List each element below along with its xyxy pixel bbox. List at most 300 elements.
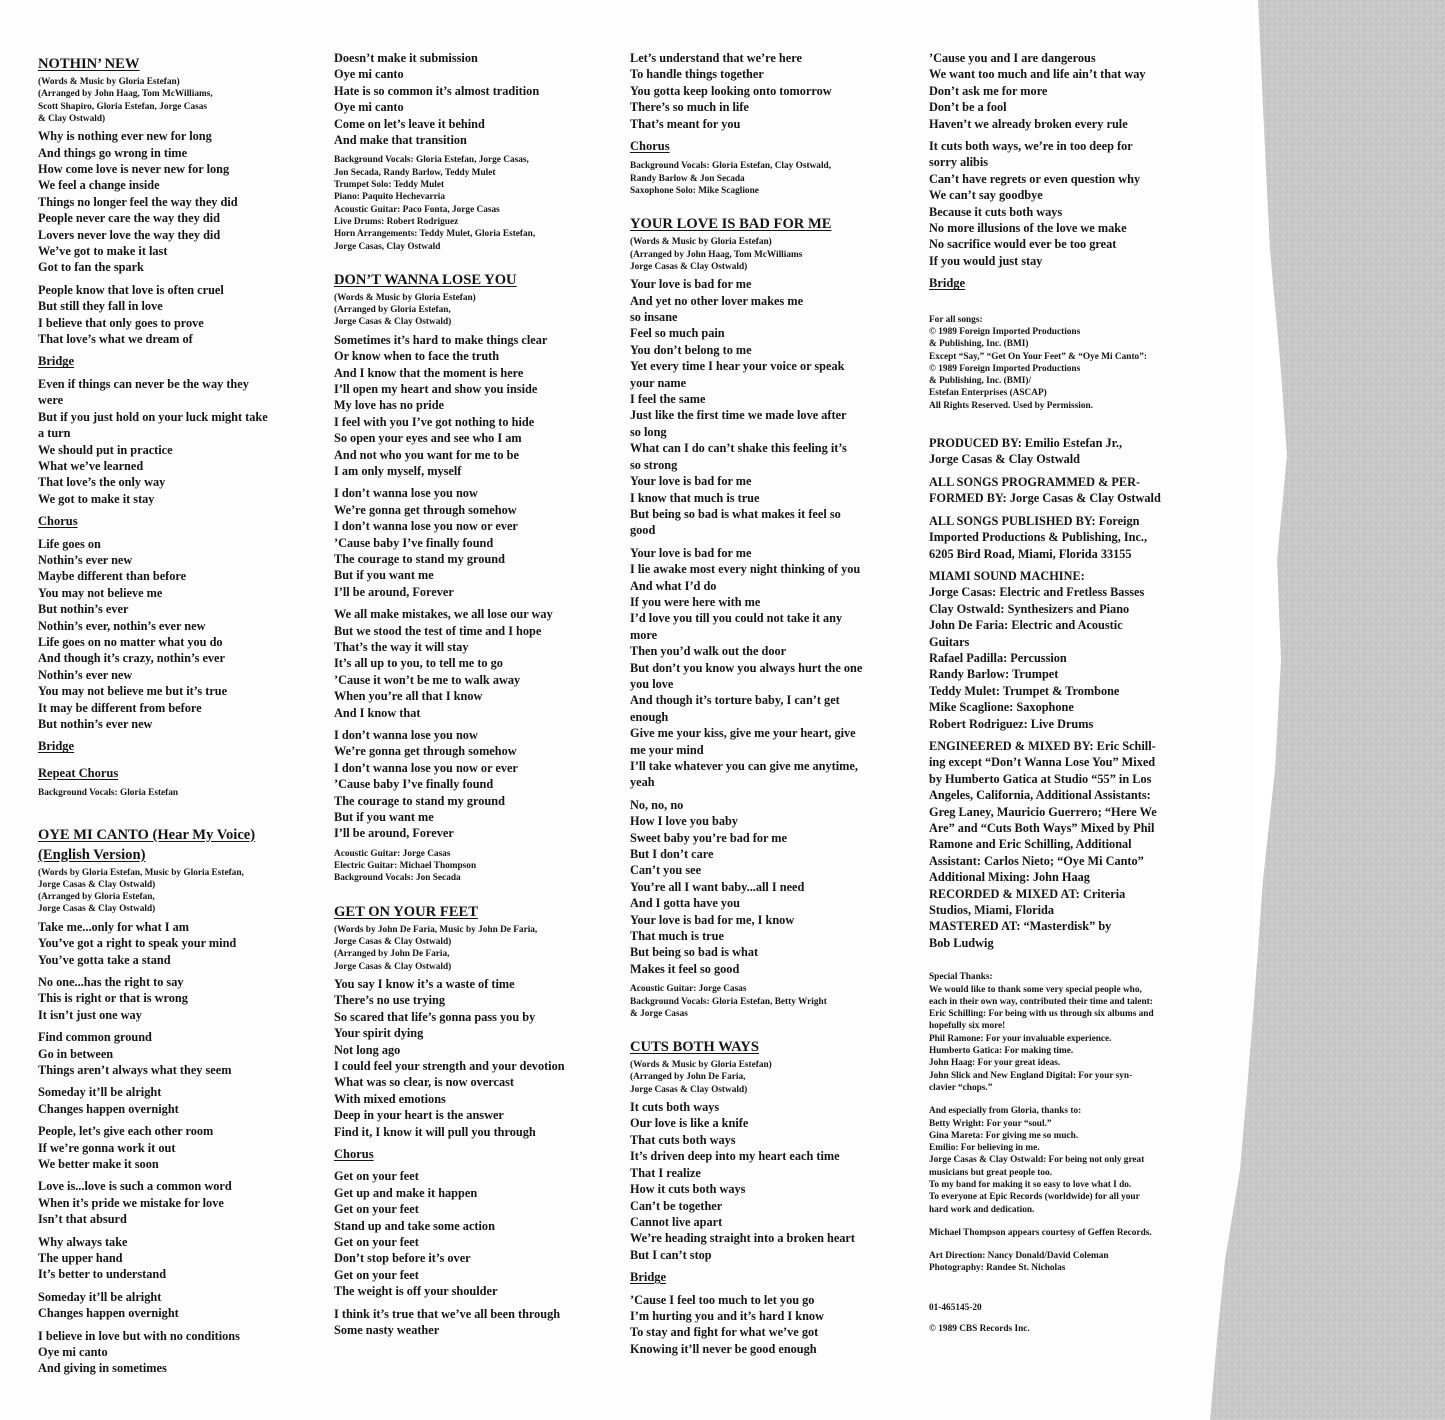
lyric-line: Let’s understand that we’re here	[630, 51, 802, 65]
lyric-line: To stay and fight for what we’ve got	[630, 1325, 819, 1340]
text-line: Jorge Casas & Clay Ostwald: For being not only great	[929, 1155, 1145, 1166]
text-line: Acoustic Guitar: Jorge Casas	[334, 848, 451, 859]
column-1	[38, 50, 320, 1383]
lyric-line: Even if things can never be the way they	[38, 376, 249, 391]
lyric-line: ’Cause baby I’ve finally found	[334, 535, 494, 550]
text-line: Jorge Casas, Clay Ostwald	[334, 241, 441, 252]
lyric-line: Things aren’t always what they seem	[38, 1062, 232, 1077]
lyric-line: yeah	[630, 775, 655, 790]
lyric-line: But don’t you know you always hurt the one	[630, 660, 863, 675]
text-line: John Slick and New England Digital: For your syn-	[929, 1070, 1133, 1081]
lyric-line: Changes happen overnight	[38, 1101, 179, 1116]
lyric-line: ’Cause baby I’ve finally found	[334, 777, 494, 792]
lyric-line: And I know that	[334, 705, 421, 720]
lyric-line: Give me your kiss, give me your heart, give	[630, 726, 856, 741]
lyric-line: My love has no pride	[334, 398, 444, 413]
lyric-line: Can’t have regrets or even question why	[929, 171, 1141, 186]
credits-note	[929, 314, 1211, 412]
lyric-line: Cannot live apart	[630, 1214, 723, 1229]
spacer	[929, 1219, 1211, 1227]
lyric-stanza	[38, 974, 320, 1023]
text-line: Studios, Miami, Florida	[929, 903, 1055, 918]
lyric-line: were	[38, 393, 64, 408]
lyric-stanza	[334, 50, 616, 148]
lyric-line: Some nasty weather	[334, 1323, 440, 1338]
lyric-stanza	[38, 1328, 320, 1377]
lyric-line: There’s so much in life	[630, 100, 749, 115]
lyric-line: you love	[630, 676, 674, 691]
lyric-line: That love’s what we dream of	[38, 332, 193, 347]
lyric-line: That’s the way it will stay	[334, 640, 469, 655]
lyric-stanza	[334, 332, 616, 480]
lyric-line: Nothin’s ever new	[38, 552, 133, 567]
lyric-line: Then you’d walk out the door	[630, 644, 787, 659]
lyric-line: Your love is bad for me	[630, 277, 752, 292]
production-info	[929, 513, 1211, 562]
section-label: Bridge	[929, 276, 966, 291]
lyric-line: The weight is off your shoulder	[334, 1284, 498, 1299]
lyric-line: Oye mi canto	[334, 100, 404, 115]
lyric-line: Get on your feet	[334, 1169, 419, 1184]
lyric-line: Our love is like a knife	[630, 1116, 749, 1131]
credits-note	[929, 1250, 1211, 1275]
text-line: PRODUCED BY: Emilio Estefan Jr.,	[929, 436, 1123, 451]
spacer	[929, 298, 1211, 314]
lyric-line: People, let’s give each other room	[38, 1124, 214, 1139]
lyric-line: I think it’s true that we’ve all been through	[334, 1306, 561, 1321]
text-line: Assistant: Carlos Nieto; “Oye Mi Canto”	[929, 853, 1144, 868]
lyric-line: I don’t wanna lose you now	[334, 486, 478, 501]
lyric-line: I believe that only goes to prove	[38, 315, 204, 330]
lyric-line: There’s no use trying	[334, 993, 446, 1008]
lyric-line: The courage to stand my ground	[334, 793, 505, 808]
lyric-stanza	[630, 797, 914, 977]
lyric-line: Just like the first time we made love after	[630, 408, 847, 423]
song-title: NOTHIN’ NEW	[38, 56, 140, 72]
lyric-line: No more illusions of the love we make	[929, 221, 1127, 236]
text-line: Live Drums: Robert Rodriguez	[334, 216, 459, 227]
lyric-line: Lovers never love the way they did	[38, 227, 221, 242]
lyric-line: Your love is bad for me, I know	[630, 912, 795, 927]
lyric-stanza	[38, 1289, 320, 1322]
lyric-stanza	[630, 50, 914, 132]
production-info	[929, 738, 1211, 951]
text-line: Betty Wright: For your “soul.”	[929, 1118, 1052, 1129]
text-line: (Arranged by John Haag, Tom McWilliams	[630, 249, 803, 260]
text-line: Are” and “Cuts Both Ways” Mixed by Phil	[929, 821, 1155, 835]
lyric-line: Maybe different than before	[38, 569, 187, 584]
spacer	[38, 803, 320, 827]
text-line: Gina Mareta: For giving me so much.	[929, 1130, 1079, 1141]
lyric-line: But being so bad is what	[630, 945, 759, 960]
lyric-line: Your love is bad for me	[630, 545, 752, 560]
spacer	[334, 256, 616, 272]
production-info	[929, 435, 1211, 468]
credits-note	[929, 1105, 1211, 1216]
lyric-stanza	[38, 282, 320, 348]
lyric-line: I’ll be around, Forever	[334, 584, 454, 599]
lyric-stanza	[630, 545, 914, 791]
text-line: John Haag: For your great ideas.	[929, 1058, 1061, 1069]
lyric-line: ’Cause it won’t be me to walk away	[334, 672, 521, 687]
lyric-line: Deep in your heart is the answer	[334, 1108, 504, 1123]
lyric-stanza	[38, 919, 320, 968]
text-line: Jorge Casas: Electric and Fretless Basses	[929, 585, 1145, 600]
lyric-line: How come love is never new for long	[38, 162, 230, 176]
section-label: Chorus	[38, 514, 78, 529]
lyric-line: If you were here with me	[630, 594, 761, 609]
text-line: Jorge Casas & Clay Ostwald)	[630, 1084, 748, 1095]
text-line: 6205 Bird Road, Miami, Florida 33155	[929, 546, 1132, 561]
text-line: Bob Ludwig	[929, 935, 994, 950]
lyric-line: Get on your feet	[334, 1267, 419, 1282]
lyric-line: We can’t say goodbye	[929, 188, 1043, 203]
lyric-line: What we’ve learned	[38, 458, 144, 473]
lyric-line: I know that much is true	[630, 490, 760, 505]
text-line: (Arranged by John De Faria,	[630, 1072, 746, 1083]
lyric-line: And I gotta have you	[630, 896, 741, 911]
lyric-line: We feel a change inside	[38, 178, 160, 193]
text-line: Background Vocals: Jon Secada	[334, 873, 461, 884]
lyric-line: Life goes on	[38, 536, 101, 551]
text-line: Background Vocals: Gloria Estefan, Betty Wright	[630, 996, 827, 1007]
lyric-line: We’ve got to make it last	[38, 244, 168, 259]
text-line: Scott Shapiro, Gloria Estefan, Jorge Casas	[38, 101, 207, 112]
lyric-line: But if you just hold on your luck might take	[38, 409, 268, 424]
song-credits	[38, 76, 320, 125]
text-line: For all songs:	[929, 314, 983, 325]
credits-note	[929, 1302, 1211, 1314]
text-line: musicians but great people too.	[929, 1167, 1053, 1178]
lyric-line: your name	[630, 375, 687, 390]
credits-note	[38, 787, 320, 799]
lyric-line: Can’t you see	[630, 863, 702, 878]
lyric-line: It isn’t just one way	[38, 1007, 142, 1022]
lyric-line: Hate is so common it’s almost tradition	[334, 83, 540, 98]
lyric-line: What can I do can’t shake this feeling it’s	[630, 441, 847, 456]
production-info	[929, 474, 1211, 507]
lyric-line: We better make it soon	[38, 1156, 159, 1171]
text-line: Angeles, California, Additional Assistants:	[929, 788, 1151, 803]
lyric-line: Life goes on no matter what you do	[38, 634, 223, 649]
lyric-line: But I don’t care	[630, 847, 714, 862]
text-line: Randy Barlow: Trumpet	[929, 667, 1059, 682]
lyric-line: I’m hurting you and it’s hard I know	[630, 1308, 824, 1323]
lyric-line: And though it’s crazy, nothin’s ever	[38, 651, 225, 666]
lyric-stanza	[334, 606, 616, 721]
lyric-line: It cuts both ways	[630, 1100, 720, 1115]
lyric-line: We’re heading straight into a broken heart	[630, 1231, 855, 1246]
text-line: (Arranged by John De Faria,	[334, 949, 450, 960]
text-line: MIAMI SOUND MACHINE:	[929, 568, 1085, 583]
lyric-line: So open your eyes and see who I am	[334, 431, 522, 446]
spacer	[929, 1242, 1211, 1250]
lyric-line: I believe in love but with no conditions	[38, 1328, 240, 1343]
lyric-line: That’s meant for you	[630, 116, 741, 131]
credits-note	[630, 160, 914, 197]
lyric-line: Get on your feet	[334, 1202, 419, 1217]
text-line: Special Thanks:	[929, 972, 993, 983]
lyric-line: But nothin’s ever new	[38, 717, 153, 731]
lyric-line: Love is...love is such a common word	[38, 1179, 232, 1194]
lyric-line: And things go wrong in time	[38, 145, 188, 160]
lyric-line: We’re gonna get through somehow	[334, 502, 517, 517]
lyric-line: We should put in practice	[38, 442, 173, 457]
text-line: ing except “Don’t Wanna Lose You” Mixed	[929, 755, 1156, 770]
lyric-line: Or know when to face the truth	[334, 349, 500, 364]
lyric-line: Because it cuts both ways	[929, 204, 1063, 219]
text-line: Phil Ramone: For your invaluable experience.	[929, 1033, 1112, 1044]
lyric-line: I lie awake most every night thinking of you	[630, 562, 861, 577]
lyric-line: And I know that the moment is here	[334, 365, 524, 380]
text-line: Mike Scaglione: Saxophone	[929, 700, 1074, 715]
text-line: Emilio: For believing in me.	[929, 1143, 1040, 1154]
lyric-line: But if you want me	[334, 568, 434, 583]
lyric-line: Why always take	[38, 1234, 128, 1249]
song-credits	[630, 1059, 914, 1096]
lyric-line: We’re gonna get through somehow	[334, 744, 517, 759]
lyric-line: Nothin’s ever, nothin’s ever new	[38, 618, 206, 633]
lyric-line: It’s better to understand	[38, 1267, 167, 1282]
lyric-line: I’ll be around, Forever	[334, 826, 454, 841]
lyric-line: The courage to stand my ground	[334, 551, 505, 566]
lyric-stanza	[630, 276, 914, 539]
text-line: (Arranged by Gloria Estefan,	[334, 305, 451, 316]
text-line: Teddy Mulet: Trumpet & Trombone	[929, 683, 1120, 698]
text-line: Background Vocals: Gloria Estefan	[38, 788, 179, 799]
lyric-line: So scared that life’s gonna pass you by	[334, 1009, 536, 1024]
text-line: RECORDED & MIXED AT: Criteria	[929, 886, 1126, 901]
text-line: Michael Thompson appears courtesy of Geffen Records.	[929, 1227, 1152, 1238]
lyric-line: This is right or that is wrong	[38, 991, 188, 1006]
text-line: Piano: Paquito Hechevarria	[334, 192, 446, 203]
lyric-line: Haven’t we already broken every rule	[929, 116, 1128, 131]
lyric-stanza	[38, 1234, 320, 1283]
lyric-stanza	[38, 536, 320, 733]
lyric-line: I don’t wanna lose you now or ever	[334, 760, 518, 775]
credits-note	[929, 971, 1211, 1094]
lyric-line: Your love is bad for me	[630, 474, 752, 489]
song-credits	[334, 292, 616, 329]
lyric-line: And yet no other lover makes me	[630, 293, 804, 308]
lyric-line: And giving in sometimes	[38, 1361, 167, 1376]
lyric-line: I’ll take whatever you can give me anytime,	[630, 759, 858, 773]
text-line: To everyone at Epic Records (worldwide) for all your	[929, 1192, 1140, 1203]
text-line: Saxophone Solo: Mike Scaglione	[630, 186, 759, 197]
lyric-line: You don’t belong to me	[630, 342, 752, 357]
text-line: clavier “chops.”	[929, 1082, 993, 1093]
lyric-line: You gotta keep looking onto tomorrow	[630, 83, 832, 98]
text-line: Estefan Enterprises (ASCAP)	[929, 388, 1047, 399]
lyric-line: Your spirit dying	[334, 1026, 424, 1041]
text-line: ALL SONGS PROGRAMMED & PER-	[929, 474, 1141, 489]
lyric-line: People never care the way they did	[38, 211, 220, 226]
song-credits	[630, 236, 914, 273]
text-line: (Arranged by John Haag, Tom McWilliams,	[38, 89, 213, 100]
text-line: Art Direction: Nancy Donald/David Coleman	[929, 1251, 1109, 1262]
lyric-line: That I realize	[630, 1165, 701, 1180]
text-line: Guitars	[929, 634, 970, 649]
lyric-line: With mixed emotions	[334, 1091, 446, 1106]
lyric-line: Sweet baby you’re bad for me	[630, 830, 788, 845]
lyric-line: No, no, no	[630, 797, 684, 812]
section-label: Bridge	[630, 1270, 667, 1285]
text-line: Electric Guitar: Michael Thompson	[334, 861, 477, 872]
lyric-line: enough	[630, 709, 669, 724]
lyric-line: It’s all up to you, to tell me to go	[334, 656, 503, 671]
lyric-line: But if you want me	[334, 810, 434, 825]
lyric-line: I could feel your strength and your devotion	[334, 1059, 565, 1073]
text-line: & Clay Ostwald)	[38, 113, 106, 124]
text-line: (Words & Music by Gloria Estefan)	[38, 77, 180, 87]
section-label: Chorus	[630, 139, 670, 154]
lyric-line: If we’re gonna work it out	[38, 1140, 176, 1155]
text-line: (Arranged by Gloria Estefan,	[38, 892, 155, 903]
lyric-line: But still they fall in love	[38, 299, 163, 314]
lyric-line: I feel with you I’ve got nothing to hide	[334, 414, 535, 429]
song-title: (English Version)	[38, 846, 146, 863]
lyric-line: Oye mi canto	[334, 67, 404, 82]
lyric-line: Doesn’t make it submission	[334, 51, 478, 65]
text-line: (Words & Music by Gloria Estefan)	[630, 1060, 772, 1071]
text-line: Jorge Casas & Clay Ostwald)	[38, 879, 156, 890]
lyric-line: so long	[630, 424, 667, 439]
lyric-line: And though it’s torture baby, I can’t get	[630, 693, 840, 708]
lyric-line: You’ve gotta take a stand	[38, 952, 171, 967]
text-line: Jorge Casas & Clay Ostwald	[929, 452, 1080, 467]
spacer	[630, 200, 914, 216]
lyric-line: Yet every time I hear your voice or speak	[630, 359, 845, 374]
lyric-line: Don’t be a fool	[929, 100, 1007, 115]
text-line: © 1989 Foreign Imported Productions	[929, 363, 1081, 374]
lyric-line: That love’s the only way	[38, 475, 166, 490]
lyric-stanza	[334, 976, 616, 1140]
spacer	[929, 1097, 1211, 1105]
credits-note	[929, 1227, 1211, 1239]
lyric-line: If you would just stay	[929, 253, 1043, 268]
lyric-stanza	[630, 1292, 914, 1358]
text-line: To my band for making it so easy to love what I do.	[929, 1180, 1132, 1190]
text-line: (Words & Music by Gloria Estefan)	[630, 237, 772, 248]
lyric-line: so insane	[630, 310, 678, 325]
lyric-stanza	[630, 1099, 914, 1263]
lyric-stanza	[929, 50, 1211, 132]
lyric-line: But I can’t stop	[630, 1247, 712, 1262]
text-line: (Words by Gloria Estefan, Music by Gloria Estefan,	[38, 867, 244, 878]
credits-note	[334, 154, 616, 252]
lyric-stanza	[334, 727, 616, 842]
lyric-stanza	[38, 1123, 320, 1172]
text-line: We would like to thank some very special people who,	[929, 984, 1142, 995]
text-line: Except “Say,” “Get On Your Feet” & “Oye Mi Canto”:	[929, 351, 1147, 362]
lyric-line: We all make mistakes, we all lose our way	[334, 607, 553, 622]
text-line: Ramone and Eric Schilling, Additional	[929, 837, 1132, 852]
lyric-line: But we stood the test of time and I hope	[334, 623, 542, 638]
text-line: Greg Laney, Mauricio Guerrero; “Here We	[929, 804, 1157, 819]
text-line: Humberto Gatica: For making time.	[929, 1046, 1074, 1057]
text-line: All Rights Reserved. Used by Permission.	[929, 400, 1093, 411]
credits-note	[630, 983, 914, 1020]
text-line: Acoustic Guitar: Paco Fonta, Jorge Casas	[334, 204, 500, 215]
lyric-line: I don’t wanna lose you now	[334, 728, 478, 743]
spacer	[334, 888, 616, 904]
lyric-stanza	[38, 1029, 320, 1078]
lyric-line: Things no longer feel the way they did	[38, 194, 238, 209]
text-line: (Words & Music by Gloria Estefan)	[334, 292, 476, 303]
production-info	[929, 568, 1211, 732]
lyric-line: No sacrifice would ever be too great	[929, 237, 1117, 252]
text-line: Clay Ostwald: Synthesizers and Piano	[929, 601, 1130, 616]
credits-note	[334, 848, 616, 885]
spacer	[929, 1278, 1211, 1302]
lyric-line: Nothin’s ever new	[38, 667, 133, 682]
lyric-line: But nothin’s ever	[38, 602, 129, 617]
lyric-stanza	[334, 485, 616, 600]
lyric-line: Go in between	[38, 1046, 114, 1061]
lyric-line: We want too much and life ain’t that way	[929, 67, 1146, 82]
song-title: YOUR LOVE IS BAD FOR ME	[630, 216, 832, 233]
text-line: Jon Secada, Randy Barlow, Teddy Mulet	[334, 167, 496, 178]
text-line: Trumpet Solo: Teddy Mulet	[334, 180, 445, 191]
lyric-line: Oye mi canto	[38, 1345, 108, 1360]
text-line: Background Vocals: Gloria Estefan, Clay Ostwald,	[630, 161, 832, 172]
column-2	[334, 50, 616, 1345]
lyric-line: People know that love is often cruel	[38, 282, 224, 297]
text-line: hard work and dedication.	[929, 1204, 1035, 1215]
lyric-line: Someday it’ll be alright	[38, 1085, 162, 1100]
lyric-line: I feel the same	[630, 392, 706, 407]
lyric-line: It may be different from before	[38, 700, 202, 715]
text-line: Horn Arrangements: Teddy Mulet, Gloria Estefan,	[334, 229, 536, 240]
text-line: Jorge Casas & Clay Ostwald)	[630, 261, 748, 272]
column-4	[929, 50, 1211, 1338]
text-line: Randy Barlow & Jon Secada	[630, 173, 745, 184]
text-line: by Humberto Gatica at Studio “55” in Los	[929, 771, 1152, 786]
text-line: Background Vocals: Gloria Estefan, Jorge Casas,	[334, 155, 529, 166]
lyric-line: No one...has the right to say	[38, 974, 184, 989]
lyric-line: ’Cause I feel too much to let you go	[630, 1292, 815, 1307]
text-line: Robert Rodriguez: Live Drums	[929, 716, 1094, 731]
text-line: Photography: Randee St. Nicholas	[929, 1263, 1066, 1274]
section-label: Bridge	[38, 739, 75, 754]
song-credits	[334, 924, 616, 973]
text-line: ALL SONGS PUBLISHED BY: Foreign	[929, 513, 1140, 528]
text-line: Jorge Casas & Clay Ostwald)	[334, 961, 452, 972]
lyric-line: so strong	[630, 457, 678, 472]
lyric-line: I am only myself, myself	[334, 463, 462, 478]
text-line: And especially from Gloria, thanks to:	[929, 1106, 1082, 1117]
text-line: John De Faria: Electric and Acoustic	[929, 618, 1123, 633]
lyric-line: Feel so much pain	[630, 326, 725, 341]
lyric-line: Get up and make it happen	[334, 1185, 478, 1200]
lyric-line: You may not believe me	[38, 585, 163, 600]
section-label: Chorus	[334, 1147, 374, 1162]
lyric-line: I’d love you till you could not take it any	[630, 611, 843, 626]
lyric-line: Got to fan the spark	[38, 260, 144, 275]
text-line: & Publishing, Inc. (BMI)/	[929, 376, 1032, 387]
text-line: Jorge Casas & Clay Ostwald)	[334, 317, 452, 328]
text-line: & Publishing, Inc. (BMI)	[929, 339, 1029, 350]
lyric-line: You may not believe me but it’s true	[38, 684, 228, 699]
lyric-line: What was so clear, is now overcast	[334, 1075, 515, 1090]
song-title: GET ON YOUR FEET	[334, 903, 478, 920]
lyric-line: Can’t be together	[630, 1198, 723, 1213]
lyric-line: Knowing it’ll never be good enough	[630, 1341, 817, 1356]
spacer	[630, 1023, 914, 1039]
lyric-line: Take me...only for what I am	[38, 919, 189, 934]
section-label: Bridge	[38, 354, 75, 369]
lyric-line: a turn	[38, 426, 71, 441]
